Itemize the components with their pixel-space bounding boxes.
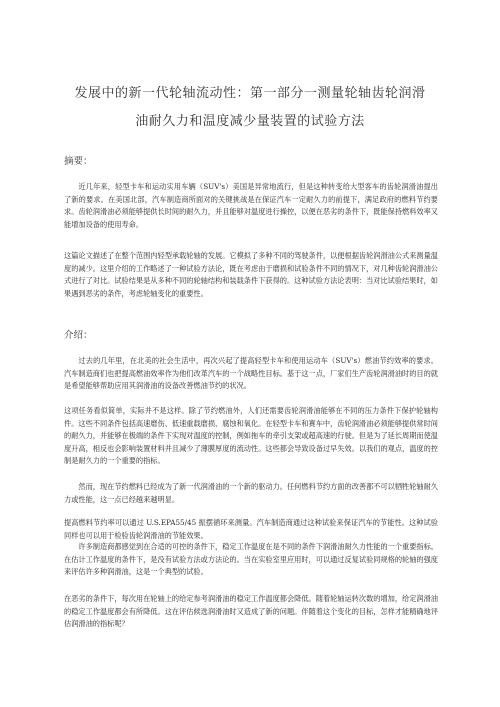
document-title-line-1: 发展中的新一代轮轴流动性：第一部分一测量轮轴齿轮润滑 — [74, 86, 426, 101]
abstract-heading: 摘要： — [64, 156, 93, 167]
intro-paragraph-5: 许多制造商都感觉到在合适的可控的条件下，稳定工作温度在是不同的条件下润滑油耐久力性能的一个重要指标。在估计工作温度的条件下，是没有试验方法或方法论的。当在实验室里应用时，可以通过反复试验同规格的轮轴的强度来评估许多种润滑油，这是一个典型的试验。 — [64, 542, 438, 577]
intro-paragraph-4: 提高燃料节约率可以通过 U.S.EPA55/45 振摆循环来测量。汽车制造商通过这种试验来保证汽车的节能性。这种试验同样也可以用于检验齿轮润滑油的节能效果。 — [64, 518, 438, 540]
intro-heading: 介绍： — [64, 330, 93, 341]
intro-paragraph-3: 然而，现在节约燃料已经成为了新一代润滑油的一个新的驱动力。任何燃料节约方面的改善都不可以牺牲轮轴耐久力或性能，这一点已经越来越明显。 — [64, 482, 438, 504]
document-title-line-2: 油耐久力和温度减少量装置的试验方法 — [135, 114, 365, 129]
intro-paragraph-2: 这项任务看似简单，实际并不是这样。除了节约燃油外，人们还需要齿轮润滑油能够在不同的压力条件下保护轮轴构件。这些不同条件包括高速磨伤、低速重载磨损、腐蚀和氧化。在轻型卡车和赛车中，齿轮润滑油必须能够提供常时间的耐久力，并能够在极端的条件下实现对温度的控制，例如拖车的牵引支架或超高速的行驶。但是为了延长周期而使温度升高，相反也会影响装置材料并且减少了薄膜厚度的流动性。这些都会导致设备过早失效。以我们的观点，温度的控制是耐久力的一个重要的指标。 — [64, 406, 438, 466]
intro-paragraph-6: 在恶劣的条件下，每次用在轮轴上的给定参考润滑油的稳定工作温度都会降低。随着轮轴运转次数的增加，给定润滑油的稳定工作温度都会有所降低。这在评估候选润滑油时又造成了新的问题。伴随着这个变化的目标，怎样才能精确地评估润滑油的指标呢？ — [64, 594, 438, 629]
intro-paragraph-1: 过去的几年里，在北美的社会生活中，再次兴起了提高轻型卡车和使用运动车（SUV's）燃油节约效率的要求。汽车制造商们也把提高燃油效率作为他们改革汽车的一个战略性目标。基于这一点，厂家们生产齿轮润滑油时的目的就是希望能够帮助应用其润滑油的设备改善燃油节约的状况。 — [64, 356, 438, 391]
abstract-paragraph-1: 近几年来，轻型卡车和运动实用车辆（SUV's）美国是异常地流行，但是这种转变给大型客车的齿轮润滑油提出了新的要求。在美国北部，汽车制造商所面对的关键挑战是在保证汽车一定耐久力的前提下，满足政府的燃料节约要求。齿轮润滑油必须能够提供长时间的耐久力，并且能够对温度进行操控，以便在恶劣的条件下，既能保持燃料效率又能增加设备的使用寿命。 — [64, 182, 438, 229]
abstract-paragraph-2: 这篇论文描述了在整个范围内轻型承载轮轴的发展。它模拟了多种不同的驾驶条件，以便根据齿轮润滑油公式来测量温度的减少。这里介绍的工作略述了一种试验方法论，既在考虑由于磨损和试验条件不同的情况下，对几种齿轮润滑油公式进行了对比。试验结果是从多种不同的轮轴结构和装载条件下获得的。这种试验方法论表明：当对比试验结果时，如果遇到恶劣的条件，考虑轮轴变化的重要性。 — [64, 251, 438, 298]
